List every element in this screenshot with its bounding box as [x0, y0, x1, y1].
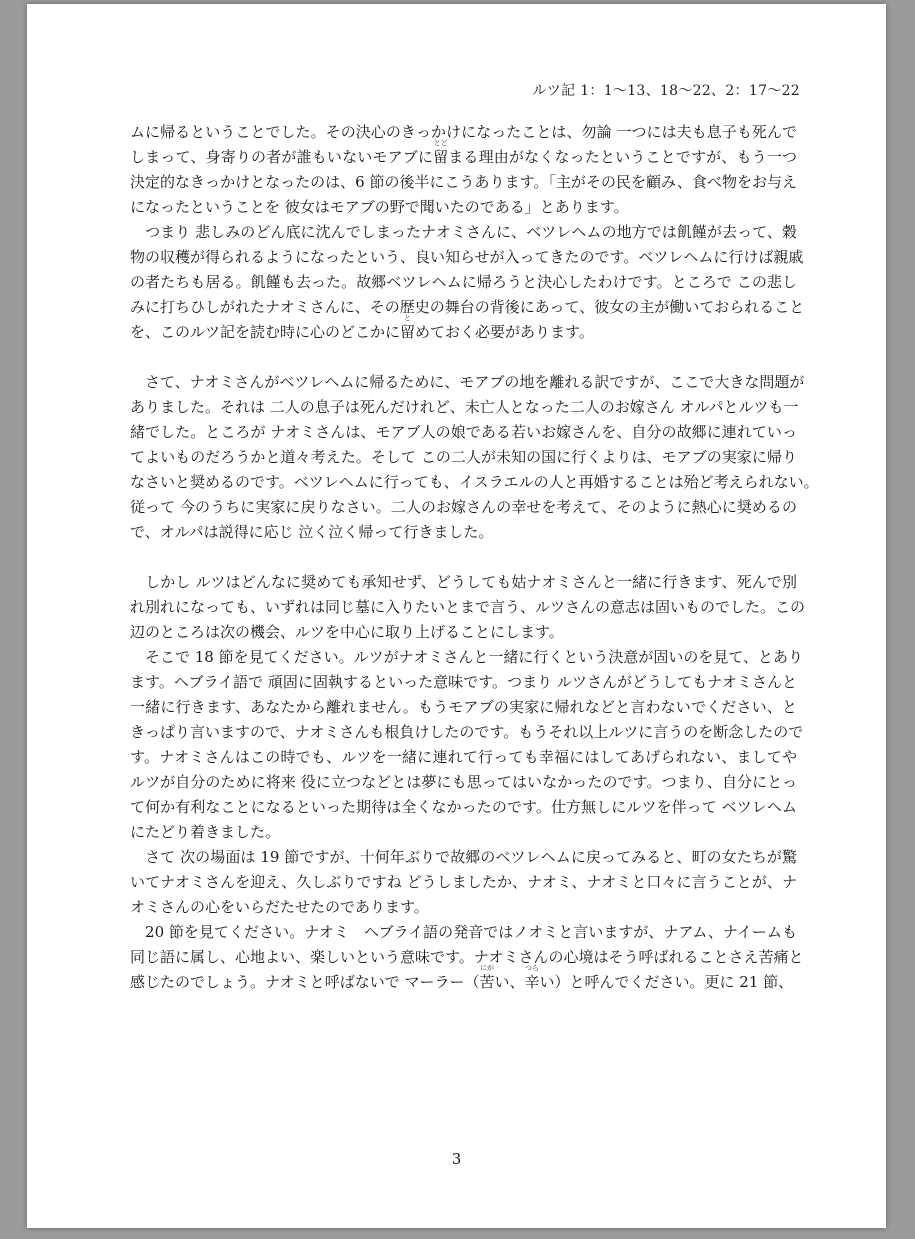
- paragraph: [130, 920, 804, 995]
- text-line: 同じ語に属し、心地よい、楽しいという意味です。ナオミさんの心境はそう呼ばれることさえ苦痛と: [130, 948, 804, 966]
- scripture-reference-header: ルツ記 1：1〜13、18〜22、2：17〜22: [532, 83, 800, 99]
- ruby-base: と 留: [400, 323, 415, 341]
- text-line: 決定的なきっかけとなったのは、6 節の後半にこうあります。「主がその民を顧み、食べ物をお与え: [130, 173, 797, 191]
- text-line: を、このルツ記を読む時に心のどこかにと 留めておく必要があります。: [130, 320, 797, 345]
- text-line: 辺のところは次の機会、ルツを中心に取り上げることにします。: [130, 623, 564, 641]
- text-line: になったということを 彼女はモアブの野で聞いたのである」とあります。: [130, 198, 629, 216]
- text-line: て何か有利なことになるといった期待は全くなかったのです。仕方無しにルツを伴って ベツレヘム: [130, 798, 797, 816]
- paragraph: [130, 570, 806, 645]
- paragraph: [130, 370, 819, 545]
- text-line: 物の収穫が得られるようになったという、良い知らせが入ってきたのです。ベツレヘムに行けば親戚: [130, 248, 804, 266]
- text-line: てよいものだろうかと道々考えた。そして この二人が未知の国に行くよりは、モアブの実家に帰り: [130, 448, 797, 466]
- text-line: ムに帰るということでした。その決心のきっかけになったことは、勿論 一つには夫も息子も死んで: [130, 123, 797, 141]
- text-line: さて 次の場面は 19 節ですが、十何年ぶりで故郷のベツレヘムに戻ってみると、町の女たちが驚: [130, 848, 797, 866]
- text-line: そこで 18 節を見てください。ルツがナオミさんと一緒に行くという決意が固いのを見て、とあり: [130, 648, 804, 666]
- text-line: いてナオミさんを迎え、久しぶりですね どうしましたか、ナオミ、ナオミと口々に言うことが、ナ: [130, 873, 797, 891]
- document-page: [27, 4, 886, 1228]
- text-line: 感じたのでしょう。ナオミと呼ばないで マーラー（にが 苦い、つら 辛い）と呼んでください。更に 21 節、: [130, 970, 797, 995]
- text-line: ルツが自分のために将来 役に立つなどとは夢にも思ってはいなかったのです。つまり、自分にとっ: [130, 773, 797, 791]
- text-line: 20 節を見てください。ナオミ ヘブライ語の発音ではノオミと言いますが、ナアム、ナイームも: [130, 923, 797, 941]
- text-line: きっぱり言いますので、ナオミさんも根負けしたのです。もうそれ以上ルツに言うのを断念したので: [130, 723, 804, 741]
- text-line: みに打ちひしがれたナオミさんに、その歴史の舞台の背後にあって、彼女の主が働いておられること: [130, 298, 805, 316]
- paragraph: [130, 220, 805, 345]
- text-line: にたどり着きました。: [130, 823, 281, 841]
- paragraph-gap: [130, 345, 797, 370]
- text-line: なさいと奨めるのです。ベツレヘムに行っても、イスラエルの人と再婚することは殆ど考えられない。: [130, 473, 819, 491]
- paragraph-gap: [130, 545, 797, 570]
- text-line: オミさんの心をいらだたせたのであります。: [130, 898, 429, 916]
- text-line: 緒でした。ところが ナオミさんは、モアブ人の娘である若いお嫁さんを、自分の故郷に連れていっ: [130, 423, 797, 441]
- page-number: 3: [451, 1150, 462, 1168]
- ruby-base: にが 苦: [479, 973, 494, 991]
- text-line: ます。ヘブライ語で 頑固に固執するといった意味です。つまり ルツさんがどうしてもナオミさんと: [130, 673, 797, 691]
- text-line: つまり 悲しみのどん底に沈んでしまったナオミさんに、ベツレヘムの地方では飢饉が去って、穀: [130, 223, 797, 241]
- text-line: しまって、身寄りの者が誰もいないモアブにとど 留まる理由がなくなったということですが、もう一つ: [130, 145, 797, 170]
- text-line: 従って 今のうちに実家に戻りなさい。二人のお嫁さんの幸せを考えて、そのように熱心に奨めるの: [130, 498, 797, 516]
- text-line: れ別れになっても、いずれは同じ墓に入りたいとまで言う、ルツさんの意志は固いものでした。この: [130, 598, 806, 616]
- ruby-base: とど 留: [433, 148, 448, 166]
- text-line: 一緒に行きます、あなたから離れません。もうモアブの実家に帰れなどと言わないでください、と: [130, 698, 797, 716]
- text-line: ありました。それは 二人の息子は死んだけれど、未亡人となった二人のお嫁さん オルパとルツも一: [130, 398, 799, 416]
- paragraph: [130, 645, 804, 845]
- ruby-base: つら 辛: [525, 973, 540, 991]
- body-text: [130, 120, 819, 995]
- paragraph: [130, 120, 797, 220]
- text-line: しかし ルツはどんなに奨めても承知せず、どうしても姑ナオミさんと一緒に行きます、死んで別: [130, 573, 797, 591]
- text-line: さて、ナオミさんがベツレヘムに帰るために、モアブの地を離れる訳ですが、ここで大きな問題が: [130, 373, 805, 391]
- paragraph: [130, 845, 797, 920]
- text-line: で、オルパは説得に応じ 泣く泣く帰って行きました。: [130, 523, 494, 541]
- text-line: の者たちも居る。飢饉も去った。故郷ベツレヘムに帰ろうと決心したわけです。ところで この悲し: [130, 273, 797, 291]
- text-line: す。ナオミさんはこの時でも、ルツを一緒に連れて行っても幸福にはしてあげられない、ましてや: [130, 748, 797, 766]
